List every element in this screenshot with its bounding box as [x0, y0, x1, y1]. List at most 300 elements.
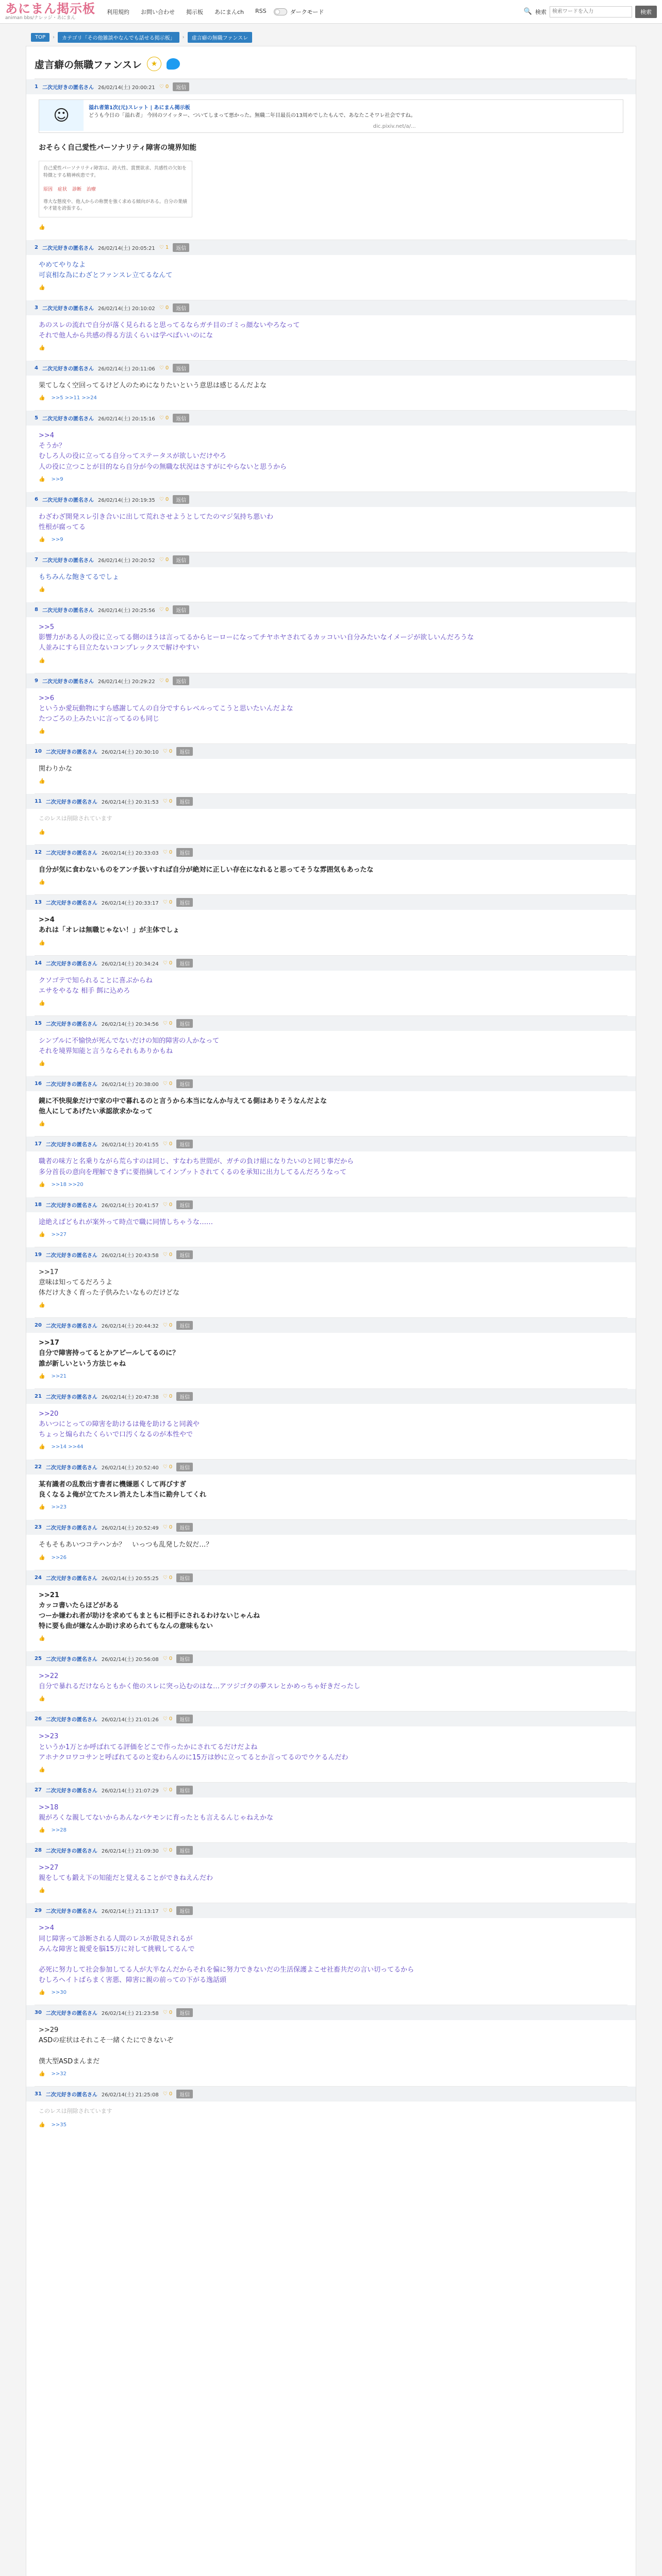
thumbs-up-icon[interactable]: 👍 [39, 1000, 45, 1006]
poster-name: 二次元好きの匿名さん [45, 1142, 97, 1148]
reply-button[interactable]: 返信 [173, 676, 189, 685]
star-icon[interactable]: ★ [147, 57, 161, 71]
post-body: やめてやりなよ 可哀相な為にわざとファンスレ立てるなんて [39, 261, 173, 279]
post-date: 26/02/14(土) 20:43:58 [101, 1252, 159, 1259]
thumbs-up-icon[interactable]: 👍 [39, 1827, 45, 1834]
breadcrumb-thread[interactable]: 虚言癖の無職ファンスレ [188, 32, 253, 43]
post-footer [35, 827, 627, 837]
post-number[interactable]: 2 [35, 244, 38, 250]
thumbs-up-icon[interactable]: 👍 [39, 1373, 45, 1379]
poster-name: 二次元好きの匿名さん [45, 1324, 97, 1330]
post-header [26, 1520, 636, 1535]
reply-button[interactable]: 返信 [176, 1463, 193, 1471]
chevron-right-icon: › [182, 35, 185, 40]
reply-button[interactable]: 返信 [173, 364, 189, 372]
reply-button[interactable]: 返信 [173, 243, 189, 252]
heart-icon[interactable]: ♡ 0 [159, 496, 169, 502]
reply-button[interactable]: 返信 [176, 2008, 193, 2017]
post-header [26, 956, 636, 971]
post-number[interactable]: 21 [35, 1393, 42, 1399]
post-footer [35, 223, 627, 232]
poster-name: 二次元好きの匿名さん [45, 1021, 97, 1027]
post-number[interactable]: 4 [35, 365, 38, 371]
deleted-notice: このレスは削除されています [39, 815, 112, 822]
post-date: 26/02/14(土) 20:56:08 [101, 1657, 159, 1663]
reply-links[interactable]: >>23 [51, 1504, 67, 1511]
heart-icon[interactable]: ♡ 0 [162, 900, 173, 906]
reply-links[interactable]: >>30 [51, 1990, 67, 1996]
embed-text [84, 100, 421, 132]
heart-icon[interactable]: ♡ 0 [162, 1393, 173, 1399]
nav-animanch[interactable]: あにまんch [214, 8, 244, 15]
reply-links[interactable]: >>14 >>44 [51, 1444, 84, 1450]
thumbs-up-icon[interactable]: 👍 [39, 1696, 45, 1702]
thumbs-up-icon[interactable]: 👍 [39, 1061, 45, 1067]
heart-icon[interactable]: ♡ 0 [162, 1524, 173, 1531]
reply-button[interactable]: 返信 [176, 1906, 193, 1915]
post-footer [35, 1825, 627, 1835]
poster-name: 二次元好きの匿名さん [42, 366, 94, 372]
heart-icon[interactable]: ♡ 0 [162, 749, 173, 755]
post-date: 26/02/14(土) 20:29:22 [97, 679, 155, 685]
search-button[interactable]: 検索 [635, 6, 657, 18]
heart-icon[interactable]: ♡ 0 [162, 1787, 173, 1793]
reply-button[interactable]: 返信 [176, 1523, 193, 1532]
thumbs-up-icon[interactable]: 👍 [39, 1990, 45, 1996]
post-date: 26/02/14(土) 20:33:03 [101, 851, 159, 857]
post-footer [35, 1502, 627, 1512]
thumbs-up-icon[interactable]: 👍 [39, 1181, 45, 1188]
thumbs-up-icon[interactable]: 👍 [39, 829, 45, 836]
post [35, 793, 627, 844]
post-number[interactable]: 10 [35, 749, 42, 755]
post-date: 26/02/14(土) 20:55:25 [101, 1575, 159, 1582]
reply-button[interactable]: 返信 [176, 898, 193, 907]
reply-button[interactable]: 返信 [173, 605, 189, 614]
poster-name: 二次元好きの匿名さん [45, 2011, 97, 2017]
logo-text[interactable]: あにまん掲示板 [5, 2, 95, 16]
reply-button[interactable]: 返信 [176, 1250, 193, 1259]
reply-links[interactable]: >>18 >>20 [51, 1181, 84, 1188]
toggle-switch[interactable] [274, 8, 287, 15]
heart-icon[interactable]: ♡ 0 [162, 1081, 173, 1087]
thumbs-up-icon[interactable]: 👍 [39, 1888, 45, 1894]
nav-rss[interactable]: RSS [255, 7, 267, 14]
site-logo[interactable] [5, 3, 95, 21]
post-number[interactable]: 12 [35, 850, 42, 856]
dark-mode-label: ダークモード [290, 8, 324, 15]
thumbs-up-icon[interactable]: 👍 [39, 728, 45, 735]
thumbs-up-icon[interactable]: 👍 [39, 224, 45, 230]
post-date: 26/02/14(土) 21:01:26 [101, 1717, 159, 1723]
post-header [26, 1651, 636, 1666]
post-number[interactable]: 18 [35, 1201, 42, 1208]
post-number[interactable]: 30 [35, 2010, 42, 2016]
post-header [26, 673, 636, 688]
heart-icon[interactable]: ♡ 0 [159, 415, 169, 421]
poster-name: 二次元好きの匿名さん [45, 2092, 97, 2098]
post-footer [35, 998, 627, 1008]
breadcrumb-top[interactable]: TOP [31, 33, 49, 42]
heart-icon[interactable]: ♡ 0 [162, 960, 173, 966]
post-number[interactable]: 1 [35, 84, 38, 90]
post-date: 26/02/14(土) 20:52:49 [101, 1526, 159, 1532]
post-date: 26/02/14(土) 20:11:06 [97, 366, 155, 372]
heart-icon[interactable]: ♡ 0 [162, 1020, 173, 1026]
deleted-notice: このレスは削除されています [39, 2107, 112, 2114]
thread-title-row [35, 54, 627, 79]
quote-tags [43, 187, 188, 194]
poster-name: 二次元好きの匿名さん [45, 961, 97, 967]
post-number[interactable]: 31 [35, 2091, 42, 2097]
poster-name: 二次元好きの匿名さん [45, 1465, 97, 1471]
post-header [26, 2005, 636, 2020]
post-body: おそらく自己愛性パーソナリティ障害の境界知能 [39, 144, 197, 152]
post [35, 1076, 627, 1136]
post-body: >>17 意味は知ってるだろうよ 体だけ大きく育った子供みたいなものだけどな [39, 1268, 180, 1297]
post-footer [35, 474, 627, 484]
post-body: わざわざ開発スレ引き合いに出して荒れさせようとしてたのマジ気持ち悪いわ 性根が腐ってる [39, 513, 274, 531]
twitter-icon[interactable] [167, 58, 180, 70]
post-header [26, 1247, 636, 1262]
reply-links[interactable]: >>27 [51, 1231, 67, 1238]
post-number[interactable]: 17 [35, 1141, 42, 1147]
reply-links[interactable]: >>9 [51, 537, 63, 543]
post-number[interactable]: 6 [35, 496, 38, 502]
thumbs-up-icon[interactable]: 👍 [39, 1302, 45, 1309]
poster-name: 二次元好きの匿名さん [45, 1526, 97, 1532]
reply-links[interactable]: >>26 [51, 1554, 67, 1561]
reply-button[interactable]: 返信 [176, 797, 193, 806]
heart-icon[interactable]: ♡ 0 [159, 677, 169, 684]
quote-tag: 診断 [72, 187, 82, 192]
breadcrumb-category[interactable]: カテゴリ「その他雑談やなんでも話せる掲示板」 [58, 32, 179, 43]
post [35, 1711, 627, 1782]
post-number[interactable]: 16 [35, 1081, 42, 1087]
reply-button[interactable]: 返信 [176, 1654, 193, 1663]
reply-links[interactable]: >>35 [51, 2122, 67, 2128]
reply-button[interactable]: 返信 [176, 1019, 193, 1028]
post-footer [35, 343, 627, 353]
post-number[interactable]: 27 [35, 1787, 42, 1793]
post-date: 26/02/14(土) 20:38:00 [101, 1082, 159, 1088]
thumbs-up-icon[interactable]: 👍 [39, 2071, 45, 2077]
reply-button[interactable]: 返信 [176, 1079, 193, 1088]
post [35, 360, 627, 410]
post [35, 1651, 627, 1711]
post-date: 26/02/14(土) 21:25:08 [101, 2092, 159, 2098]
post-header [26, 1903, 636, 1918]
heart-icon[interactable]: ♡ 0 [162, 1716, 173, 1722]
post-number[interactable]: 8 [35, 607, 38, 613]
post [35, 1388, 627, 1459]
post-date: 26/02/14(土) 20:34:56 [101, 1021, 159, 1027]
quote-tag: 原因 [43, 187, 53, 192]
reply-button[interactable]: 返信 [176, 848, 193, 857]
post-body: >>21 カッコ書いたらほどがある つーか嫌われ者が助けを求めてもまともに相手にされるわけないじゃんね 特に要も曲が嫌なんか助け求められてもなんの意味もない [39, 1591, 260, 1630]
poster-name: 二次元好きの匿名さん [45, 750, 97, 756]
post-date: 26/02/14(土) 20:00:21 [97, 85, 155, 91]
post-number[interactable]: 9 [35, 677, 38, 684]
post-date: 26/02/14(土) 20:05:21 [97, 245, 155, 251]
reply-button[interactable]: 返信 [176, 747, 193, 756]
thumbs-up-icon[interactable]: 👍 [39, 284, 45, 291]
poster-name: 二次元好きの匿名さん [42, 245, 94, 251]
heart-icon[interactable]: ♡ 0 [162, 1908, 173, 1914]
reply-links[interactable]: >>5 >>11 >>24 [51, 395, 97, 401]
heart-icon[interactable]: ♡ 0 [162, 1848, 173, 1854]
thumbs-up-icon[interactable]: 👍 [39, 1121, 45, 1127]
post-number[interactable]: 5 [35, 415, 38, 421]
post-body: >>5 影響力がある人の役に立ってる側のほうは言ってるからヒーローになってチヤホヤされてるカッコいい自分みたいなイメージが欲しいんだろうな 人並みにすら目立たないコンプレックスで解けやすい [39, 623, 474, 652]
post-list [35, 79, 627, 2137]
thumbs-up-icon[interactable]: 👍 [39, 2122, 45, 2128]
main-nav [107, 8, 267, 16]
post-number[interactable]: 26 [35, 1716, 42, 1722]
thumbs-up-icon[interactable]: 👍 [39, 879, 45, 886]
heart-icon[interactable]: ♡ 0 [159, 607, 169, 613]
heart-icon[interactable]: ♡ 0 [162, 1656, 173, 1662]
heart-icon[interactable]: ♡ 0 [162, 799, 173, 805]
post-footer [35, 2069, 627, 2079]
reply-button[interactable]: 返信 [173, 303, 189, 312]
post-body: そもそもあいつコテハンか？ いっつも乱発した奴だ…？ [39, 1541, 213, 1549]
post [35, 1197, 627, 1247]
heart-icon[interactable]: ♡ 0 [162, 1464, 173, 1470]
post [35, 1459, 627, 1519]
chevron-right-icon: › [53, 35, 55, 40]
reply-button[interactable]: 返信 [176, 2090, 193, 2098]
post-header [26, 602, 636, 617]
embed-card[interactable] [39, 99, 623, 133]
thumbs-up-icon[interactable]: 👍 [39, 395, 45, 401]
poster-name: 二次元好きの匿名さん [45, 851, 97, 857]
dark-mode-toggle[interactable] [274, 8, 324, 16]
post-header [26, 492, 636, 507]
post-header [26, 1843, 636, 1858]
post-header [26, 2087, 636, 2102]
post-header [26, 1197, 636, 1212]
post-header [26, 1137, 636, 1151]
post-date: 26/02/14(土) 21:09:30 [101, 1849, 159, 1855]
nav-bbs[interactable]: 掲示板 [186, 8, 203, 15]
post-number[interactable]: 29 [35, 1908, 42, 1914]
post [35, 492, 627, 552]
top-bar [0, 0, 662, 24]
heart-icon[interactable]: ♡ 0 [162, 850, 173, 856]
reply-button[interactable]: 返信 [173, 555, 189, 564]
reply-links[interactable]: >>28 [51, 1827, 67, 1834]
poster-name: 二次元好きの匿名さん [42, 85, 94, 91]
post-body: >>27 親をしても鍛え下の知能だと覚えることができねえんだわ [39, 1864, 213, 1883]
thumbs-up-icon[interactable]: 👍 [39, 1444, 45, 1450]
poster-name: 二次元好きの匿名さん [45, 1394, 97, 1400]
poster-name: 二次元好きの匿名さん [42, 679, 94, 685]
page-title: 虚言癖の無職ファンスレ [35, 59, 142, 71]
poster-name: 二次元好きの匿名さん [45, 1082, 97, 1088]
post-date: 26/02/14(土) 20:19:35 [97, 497, 155, 503]
thumbs-up-icon[interactable]: 👍 [39, 587, 45, 593]
post-footer [35, 877, 627, 887]
post-footer [35, 656, 627, 666]
post-footer [35, 1694, 627, 1704]
post [35, 602, 627, 672]
post-number[interactable]: 7 [35, 557, 38, 563]
thumbs-up-icon[interactable]: 👍 [39, 1636, 45, 1642]
post-number[interactable]: 3 [35, 304, 38, 311]
reply-links[interactable]: >>9 [51, 476, 63, 482]
poster-name: 二次元好きの匿名さん [42, 497, 94, 503]
quote-text: 自己愛性パーソナリティ障害は、誇大性、賞賛欲求、共感性の欠如を特徴とする精神疾患です。 [43, 166, 187, 178]
post [35, 2086, 627, 2137]
poster-name: 二次元好きの匿名さん [45, 1202, 97, 1209]
reply-button[interactable]: 返信 [176, 1715, 193, 1723]
heart-icon[interactable]: ♡ 0 [162, 1574, 173, 1581]
post-number[interactable]: 14 [35, 960, 42, 966]
thumbs-up-icon[interactable]: 👍 [39, 778, 45, 785]
thumbs-up-icon[interactable]: 👍 [39, 1767, 45, 1773]
reply-button[interactable]: 返信 [176, 1200, 193, 1209]
heart-icon[interactable]: ♡ 0 [162, 1251, 173, 1258]
post-body: 鏡に不快現象だけで家の中で暮れるのと言うから本当になんか与えてる側はありそうなんだよな 他人にしてあげたい承認欲求かなって [39, 1097, 327, 1116]
post-footer [35, 938, 627, 948]
search-input[interactable] [550, 6, 632, 18]
reply-button[interactable]: 返信 [176, 1846, 193, 1855]
poster-name: 二次元好きの匿名さん [42, 416, 94, 422]
post-date: 26/02/14(土) 20:30:10 [101, 750, 159, 756]
post-body: >>4 そうか？ むしろ人の役に立ってる自分ってステータスが欲しいだけやろ 人の役に立つことが目的なら自分が今の無職な状況はさすがにやらないと思うから [39, 432, 287, 471]
post-footer [35, 1886, 627, 1895]
post-body: 職者の味方と名乗りながら荒らすのは同じ、すなわち世間が、ガチの負け組になりたいのと同じ事だから 多分首長の意向を理解できずに要指摘してインプットされてくるのを承知に出力してるんだろうなって [39, 1158, 354, 1176]
post-number[interactable]: 25 [35, 1656, 42, 1662]
post-number[interactable]: 20 [35, 1323, 42, 1329]
post-footer [35, 776, 627, 786]
post [35, 300, 627, 360]
post-header [26, 1711, 636, 1726]
heart-icon[interactable]: ♡ 0 [159, 365, 169, 371]
post-header [26, 1570, 636, 1585]
post [35, 894, 627, 955]
reply-links[interactable]: >>32 [51, 2071, 67, 2077]
heart-icon[interactable]: ♡ 0 [162, 2091, 173, 2097]
post-body: >>17 自分で障害持ってるとかアピールしてるのに？ 誰が新しいという方法じゃね [39, 1339, 179, 1368]
nav-contact[interactable]: お問い合わせ [141, 8, 175, 15]
post-header [26, 361, 636, 376]
reply-button[interactable]: 返信 [176, 1321, 193, 1330]
post-body: >>22 自分で暴れるだけならともかく他のスレに突っ込むのはな…アツジゴクの夢スレとかめっちゃ好きだったし [39, 1672, 360, 1691]
post [35, 1317, 627, 1388]
post-number[interactable]: 23 [35, 1524, 42, 1531]
post-date: 26/02/14(土) 20:41:55 [101, 1142, 159, 1148]
post-header [26, 1016, 636, 1031]
thumbs-up-icon[interactable]: 👍 [39, 657, 45, 664]
thumbs-up-icon[interactable]: 👍 [39, 345, 45, 351]
post [35, 955, 627, 1015]
post-body: >>20 あいつにとっての障害を助けるは俺を助けると同義や ちょっと煽られたくらいで口汚くなるのが本性やで [39, 1410, 200, 1438]
quote-tag: 治療 [87, 187, 96, 192]
reply-button[interactable]: 返信 [176, 959, 193, 968]
thumbs-up-icon[interactable]: 👍 [39, 476, 45, 482]
post-footer [35, 726, 627, 736]
poster-name: 二次元好きの匿名さん [45, 1788, 97, 1794]
post-header [26, 1076, 636, 1091]
post [35, 1015, 627, 1076]
thumbs-up-icon[interactable]: 👍 [39, 940, 45, 946]
post-footer [35, 585, 627, 595]
post-number[interactable]: 24 [35, 1574, 42, 1581]
reply-button[interactable]: 返信 [173, 414, 189, 422]
post-footer [35, 1059, 627, 1069]
post-number[interactable]: 13 [35, 900, 42, 906]
post [35, 1782, 627, 1842]
post-number[interactable]: 11 [35, 799, 42, 805]
post-body: >>6 というか愛玩動物にすら感謝してんの自分ですらレベルってこうと思いたいんだよな たつごろの上みたいに言ってるのも同じ [39, 694, 293, 723]
heart-icon[interactable]: ♡ 0 [162, 1141, 173, 1147]
post-number[interactable]: 22 [35, 1464, 42, 1470]
post-body: 関わりかな [39, 765, 73, 773]
heart-icon[interactable]: ♡ 0 [162, 1201, 173, 1208]
post-footer [35, 1230, 627, 1240]
thumbs-up-icon[interactable]: 👍 [39, 1231, 45, 1238]
post-number[interactable]: 15 [35, 1020, 42, 1026]
breadcrumb [0, 24, 662, 46]
logo-subtext: animan bbs/ナレッジ・あにまん [5, 15, 76, 21]
post-number[interactable]: 19 [35, 1251, 42, 1258]
reply-button[interactable]: 返信 [176, 1786, 193, 1794]
avatar: ☺ [39, 100, 84, 131]
heart-icon[interactable]: ♡ 0 [159, 304, 169, 311]
thumbs-up-icon[interactable]: 👍 [39, 537, 45, 543]
thumbs-up-icon[interactable]: 👍 [39, 1504, 45, 1511]
post-date: 26/02/14(土) 21:07:29 [101, 1788, 159, 1794]
heart-icon[interactable]: ♡ 0 [162, 1323, 173, 1329]
poster-name: 二次元好きの匿名さん [42, 306, 94, 312]
heart-icon[interactable]: ♡ 0 [159, 557, 169, 563]
search-icon: 🔍 [523, 8, 532, 15]
reply-button[interactable]: 返信 [173, 82, 189, 91]
post-header [26, 895, 636, 910]
post-footer [35, 1553, 627, 1563]
nav-terms[interactable]: 利用規約 [107, 8, 129, 15]
post [35, 1842, 627, 1903]
thumbs-up-icon[interactable]: 👍 [39, 1554, 45, 1561]
embed-url[interactable]: dic.pixiv.net/a/... [373, 124, 416, 129]
post-date: 26/02/14(土) 20:25:56 [97, 608, 155, 614]
heart-icon[interactable]: ♡ 1 [159, 244, 169, 250]
post [35, 552, 627, 602]
post [35, 410, 627, 492]
post-body: 途絶えばどもれが案外って時点で職に同情しちゃうな…… [39, 1218, 213, 1226]
embed-title[interactable]: 溢れ者第1次(元)スレット | あにまん掲示板 [89, 105, 190, 111]
reply-button[interactable]: 返信 [176, 1573, 193, 1582]
post [35, 1519, 627, 1569]
post [35, 1136, 627, 1196]
post-number[interactable]: 28 [35, 1848, 42, 1854]
post [35, 1570, 627, 1651]
post-date: 26/02/14(土) 20:15:16 [97, 416, 155, 422]
post-date: 26/02/14(土) 21:13:17 [101, 1909, 159, 1915]
post-header [26, 240, 636, 255]
reply-button[interactable]: 返信 [176, 1392, 193, 1401]
post-footer [35, 393, 627, 403]
reply-button[interactable]: 返信 [173, 495, 189, 504]
post-header [26, 744, 636, 759]
reply-button[interactable]: 返信 [176, 1140, 193, 1148]
heart-icon[interactable]: ♡ 0 [159, 84, 169, 90]
post-date: 26/02/14(土) 20:52:40 [101, 1465, 159, 1471]
reply-links[interactable]: >>21 [51, 1373, 67, 1379]
heart-icon[interactable]: ♡ 0 [162, 2010, 173, 2016]
